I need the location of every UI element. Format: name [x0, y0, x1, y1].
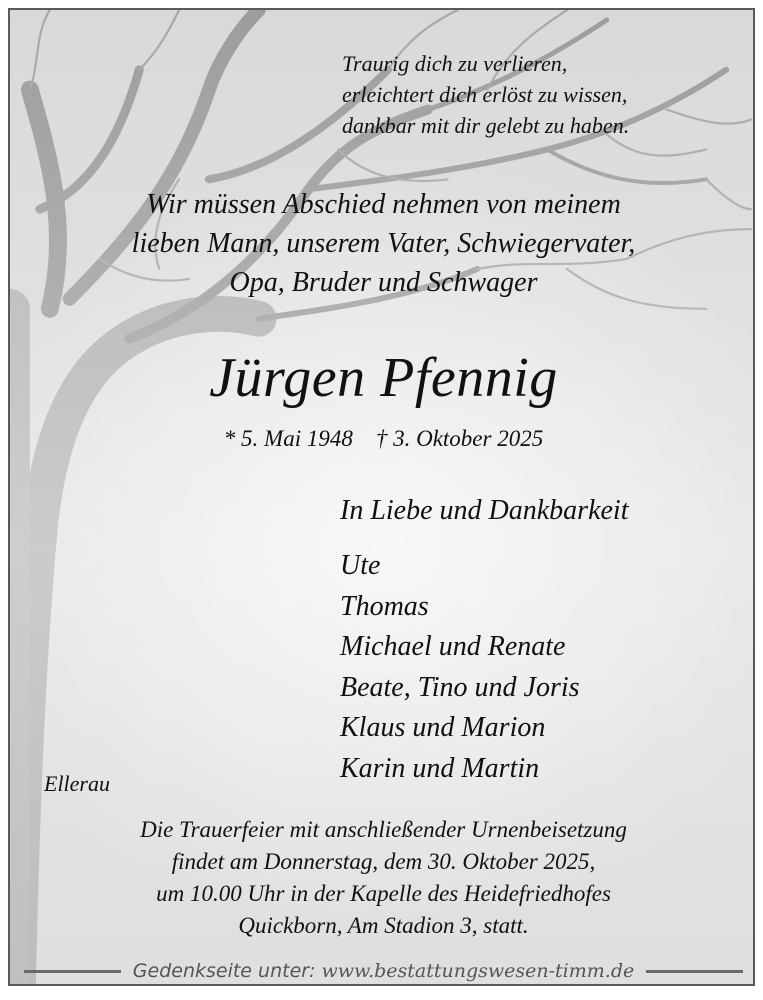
place-name: Ellerau	[44, 771, 110, 796]
footer-rule-right	[646, 970, 743, 973]
mourner-name: Beate, Tino und Joris	[340, 671, 580, 703]
mourner-name: Karin und Martin	[340, 752, 540, 784]
memorial-page-link[interactable]: www.bestattungswesen-timm.de	[321, 960, 635, 982]
farewell-intro	[10, 185, 755, 302]
poem-line: erleichtert dich erlöst zu wissen,	[342, 82, 628, 107]
poem	[342, 48, 742, 141]
poem-line: dankbar mit dir gelebt zu haben.	[342, 113, 630, 138]
intro-line: Opa, Bruder und Schwager	[229, 267, 538, 298]
intro-line: lieben Mann, unserem Vater, Schwiegervater,	[131, 228, 636, 259]
obituary-frame	[8, 8, 755, 986]
service-line: um 10.00 Uhr in der Kapelle des Heidefriedhofes	[156, 881, 611, 906]
death-date: † 3. Oktober 2025	[375, 426, 544, 451]
mourner-name: Thomas	[340, 590, 429, 622]
mourner-name: Klaus und Marion	[340, 712, 546, 743]
life-dates	[10, 424, 755, 454]
mourners-list	[340, 546, 580, 789]
mourner-name: Michael und Renate	[340, 631, 566, 662]
service-line: Quickborn, Am Stadion 3, statt.	[238, 913, 529, 938]
mourner-name: Ute	[340, 550, 381, 581]
obituary-content	[10, 10, 755, 986]
service-line: Die Trauerfeier mit anschließender Urnenbeisetzung	[140, 817, 627, 842]
service-line: findet am Donnerstag, dem 30. Oktober 2025,	[171, 849, 596, 874]
poem-line: Traurig dich zu verlieren,	[342, 51, 568, 76]
funeral-service-info	[10, 814, 755, 942]
footer-text	[133, 960, 634, 982]
birth-date: * 5. Mai 1948	[223, 426, 353, 451]
intro-line: Wir müssen Abschied nehmen von meinem	[146, 189, 621, 220]
mourners-heading: In Liebe und Dankbarkeit	[340, 495, 629, 526]
deceased-name: Jürgen Pfennig	[209, 347, 558, 409]
memorial-page-footer	[10, 956, 755, 986]
footer-rule-left	[24, 970, 121, 973]
footer-label: Gedenkseite unter:	[132, 960, 316, 982]
